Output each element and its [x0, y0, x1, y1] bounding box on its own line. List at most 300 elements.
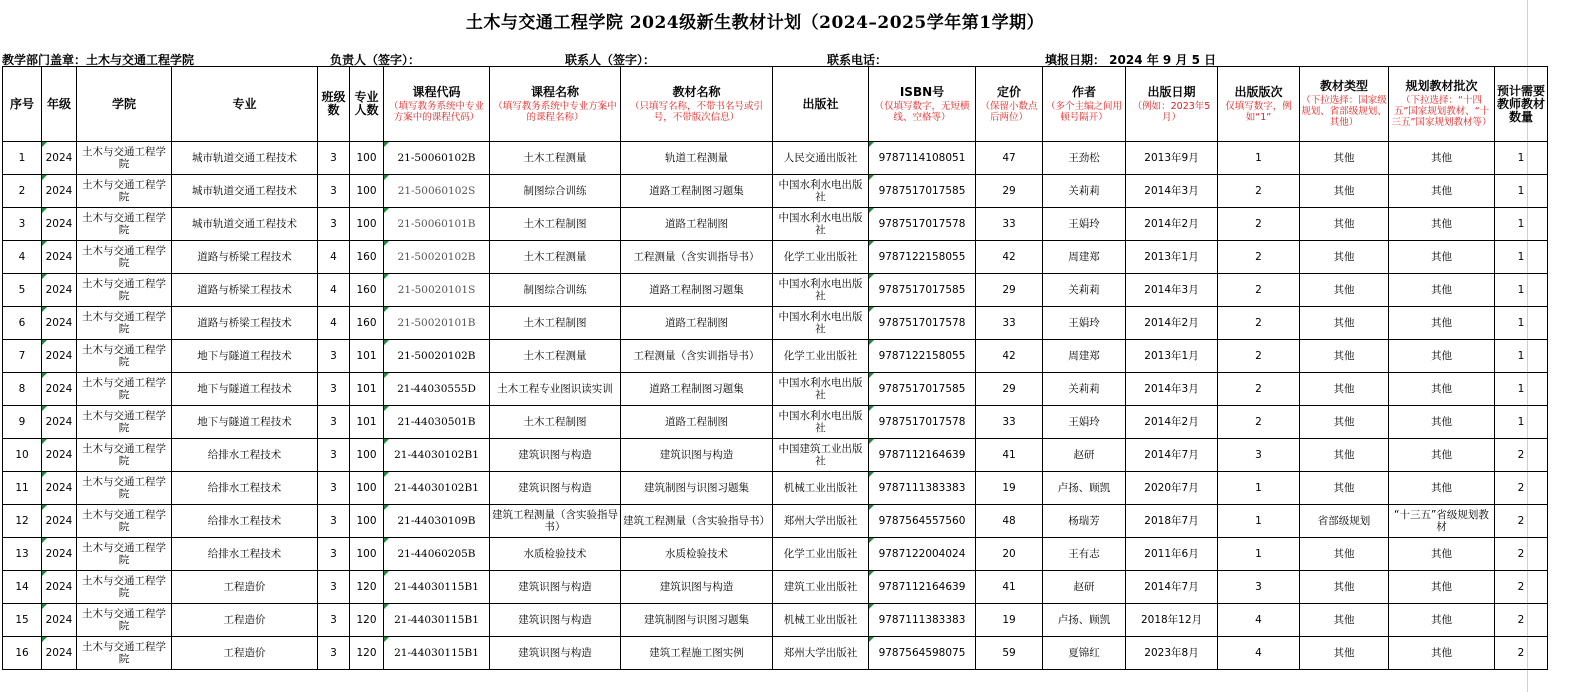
cell-edition[interactable]: 1 — [1218, 142, 1300, 175]
cell-isbn[interactable]: 9787122004024 — [869, 538, 976, 571]
cell-class-count[interactable]: 3 — [318, 472, 350, 505]
cell-edition[interactable]: 2 — [1218, 274, 1300, 307]
table-row — [3, 406, 1548, 439]
cell-college[interactable]: 土木与交通工程学院 — [77, 505, 172, 538]
cell-isbn[interactable]: 9787122158055 — [869, 241, 976, 274]
cell-pub-date[interactable]: 2014年3月 — [1126, 175, 1218, 208]
col-header-textbook-name — [621, 67, 773, 142]
cell-price[interactable]: 48 — [976, 505, 1043, 538]
cell-plan-batch[interactable]: 其他 — [1389, 241, 1495, 274]
cell-course-name[interactable]: 土木工程测量 — [490, 142, 621, 175]
cell-price[interactable]: 29 — [976, 373, 1043, 406]
cell-course-name[interactable]: 土木工程制图 — [490, 208, 621, 241]
cell-isbn[interactable]: 9787111383383 — [869, 472, 976, 505]
col-header-note: （保留小数点后两位） — [980, 100, 1038, 123]
cell-edition[interactable]: 2 — [1218, 340, 1300, 373]
cell-price[interactable]: 41 — [976, 571, 1043, 604]
cell-isbn[interactable]: 9787564598075 — [869, 637, 976, 670]
cell-author[interactable]: 关莉莉 — [1043, 274, 1126, 307]
cell-isbn[interactable]: 9787112164639 — [869, 439, 976, 472]
cell-edition[interactable]: 4 — [1218, 604, 1300, 637]
cell-edition[interactable]: 2 — [1218, 373, 1300, 406]
cell-course-code[interactable]: 21-50060102B — [384, 142, 490, 175]
cell-isbn[interactable]: 9787517017585 — [869, 373, 976, 406]
cell-pub-date[interactable]: 2014年7月 — [1126, 571, 1218, 604]
cell-major[interactable]: 道路与桥梁工程技术 — [172, 307, 318, 340]
cell-plan-batch[interactable]: 其他 — [1389, 406, 1495, 439]
cell-textbook-type[interactable]: 其他 — [1300, 439, 1389, 472]
cell-plan-batch[interactable]: 其他 — [1389, 571, 1495, 604]
cell-class-count[interactable]: 3 — [318, 208, 350, 241]
cell-college[interactable]: 土木与交通工程学院 — [77, 208, 172, 241]
cell-course-code[interactable]: 21-44030555D — [384, 373, 490, 406]
cell-pub-date[interactable]: 2020年7月 — [1126, 472, 1218, 505]
cell-class-count[interactable]: 3 — [318, 604, 350, 637]
cell-course-code[interactable]: 21-44030501B — [384, 406, 490, 439]
cell-course-name[interactable]: 建筑识图与构造 — [490, 472, 621, 505]
cell-teacher-copies[interactable]: 2 — [1495, 538, 1548, 571]
cell-pub-date[interactable]: 2018年7月 — [1126, 505, 1218, 538]
cell-grade[interactable]: 2024 — [42, 406, 77, 439]
cell-price[interactable]: 29 — [976, 175, 1043, 208]
cell-plan-batch[interactable]: 其他 — [1389, 439, 1495, 472]
cell-course-name[interactable]: 土木工程制图 — [490, 406, 621, 439]
cell-price[interactable]: 42 — [976, 241, 1043, 274]
cell-author[interactable]: 赵研 — [1043, 571, 1126, 604]
cell-textbook-name[interactable]: 轨道工程测量 — [621, 142, 773, 175]
cell-index[interactable]: 3 — [3, 208, 42, 241]
cell-isbn[interactable]: 9787517017585 — [869, 175, 976, 208]
cell-plan-batch[interactable]: 其他 — [1389, 604, 1495, 637]
table-row — [3, 241, 1548, 274]
cell-isbn[interactable]: 9787517017578 — [869, 307, 976, 340]
cell-major[interactable]: 道路与桥梁工程技术 — [172, 241, 318, 274]
cell-teacher-copies[interactable]: 2 — [1495, 604, 1548, 637]
cell-publisher[interactable]: 建筑工业出版社 — [773, 571, 869, 604]
cell-textbook-name[interactable]: 道路工程制图 — [621, 307, 773, 340]
cell-course-name[interactable]: 水质检验技术 — [490, 538, 621, 571]
cell-college[interactable]: 土木与交通工程学院 — [77, 571, 172, 604]
cell-publisher[interactable]: 化学工业出版社 — [773, 538, 869, 571]
cell-course-code[interactable]: 21-44030115B1 — [384, 637, 490, 670]
cell-college[interactable]: 土木与交通工程学院 — [77, 175, 172, 208]
cell-price[interactable]: 19 — [976, 472, 1043, 505]
cell-textbook-name[interactable]: 建筑制图与识图习题集 — [621, 472, 773, 505]
cell-textbook-name[interactable]: 建筑制图与识图习题集 — [621, 604, 773, 637]
cell-major[interactable]: 工程造价 — [172, 604, 318, 637]
cell-author[interactable]: 卢扬、顾凯 — [1043, 472, 1126, 505]
sheet-title: 土木与交通工程学院 2024级新生教材计划（2024–2025学年第1学期） — [465, 13, 1045, 33]
cell-textbook-type[interactable]: 其他 — [1300, 571, 1389, 604]
cell-publisher[interactable]: 郑州大学出版社 — [773, 505, 869, 538]
cell-isbn[interactable]: 9787114108051 — [869, 142, 976, 175]
cell-price[interactable]: 33 — [976, 406, 1043, 439]
cell-edition[interactable]: 3 — [1218, 439, 1300, 472]
cell-textbook-type[interactable]: 其他 — [1300, 142, 1389, 175]
cell-index[interactable]: 15 — [3, 604, 42, 637]
cell-author[interactable]: 王劲松 — [1043, 142, 1126, 175]
cell-course-name[interactable]: 建筑识图与构造 — [490, 604, 621, 637]
cell-price[interactable]: 29 — [976, 274, 1043, 307]
cell-grade[interactable]: 2024 — [42, 208, 77, 241]
cell-college[interactable]: 土木与交通工程学院 — [77, 307, 172, 340]
col-header-isbn — [869, 67, 976, 142]
cell-class-count[interactable]: 3 — [318, 439, 350, 472]
cell-student-count[interactable]: 100 — [350, 208, 384, 241]
cell-college[interactable]: 土木与交通工程学院 — [77, 637, 172, 670]
cell-course-name[interactable]: 土木工程制图 — [490, 307, 621, 340]
cell-index[interactable]: 5 — [3, 274, 42, 307]
cell-pub-date[interactable]: 2014年3月 — [1126, 274, 1218, 307]
cell-textbook-type[interactable]: 其他 — [1300, 637, 1389, 670]
cell-student-count[interactable]: 120 — [350, 571, 384, 604]
cell-price[interactable]: 47 — [976, 142, 1043, 175]
cell-edition[interactable]: 2 — [1218, 241, 1300, 274]
cell-publisher[interactable]: 机械工业出版社 — [773, 604, 869, 637]
cell-teacher-copies[interactable]: 2 — [1495, 637, 1548, 670]
cell-teacher-copies[interactable]: 1 — [1495, 142, 1548, 175]
cell-textbook-name[interactable]: 道路工程制图习题集 — [621, 274, 773, 307]
cell-teacher-copies[interactable]: 2 — [1495, 571, 1548, 604]
cell-isbn[interactable]: 9787517017578 — [869, 406, 976, 439]
cell-class-count[interactable]: 4 — [318, 274, 350, 307]
cell-class-count[interactable]: 3 — [318, 142, 350, 175]
cell-major[interactable]: 给排水工程技术 — [172, 472, 318, 505]
cell-student-count[interactable]: 100 — [350, 175, 384, 208]
cell-author[interactable]: 夏锦红 — [1043, 637, 1126, 670]
cell-course-code[interactable]: 21-50060101B — [384, 208, 490, 241]
cell-price[interactable]: 42 — [976, 340, 1043, 373]
cell-course-code[interactable]: 21-44030102B1 — [384, 439, 490, 472]
cell-grade[interactable]: 2024 — [42, 175, 77, 208]
cell-pub-date[interactable]: 2023年8月 — [1126, 637, 1218, 670]
cell-college[interactable]: 土木与交通工程学院 — [77, 274, 172, 307]
cell-textbook-name[interactable]: 工程测量（含实训指导书） — [621, 241, 773, 274]
cell-grade[interactable]: 2024 — [42, 274, 77, 307]
cell-author[interactable]: 赵研 — [1043, 439, 1126, 472]
cell-teacher-copies[interactable]: 1 — [1495, 274, 1548, 307]
cell-student-count[interactable]: 101 — [350, 373, 384, 406]
cell-student-count[interactable]: 100 — [350, 439, 384, 472]
cell-textbook-name[interactable]: 道路工程制图 — [621, 406, 773, 439]
cell-pub-date[interactable]: 2013年1月 — [1126, 340, 1218, 373]
cell-price[interactable]: 41 — [976, 439, 1043, 472]
cell-college[interactable]: 土木与交通工程学院 — [77, 241, 172, 274]
cell-college[interactable]: 土木与交通工程学院 — [77, 142, 172, 175]
cell-publisher[interactable]: 化学工业出版社 — [773, 340, 869, 373]
cell-college[interactable]: 土木与交通工程学院 — [77, 340, 172, 373]
cell-teacher-copies[interactable]: 1 — [1495, 307, 1548, 340]
textbook-plan-table — [2, 66, 1548, 670]
cell-author[interactable]: 王有志 — [1043, 538, 1126, 571]
cell-author[interactable]: 周建郑 — [1043, 340, 1126, 373]
cell-textbook-type[interactable]: 其他 — [1300, 241, 1389, 274]
cell-edition[interactable]: 4 — [1218, 637, 1300, 670]
cell-author[interactable]: 关莉莉 — [1043, 373, 1126, 406]
cell-textbook-type[interactable]: 其他 — [1300, 340, 1389, 373]
cell-major[interactable]: 城市轨道交通工程技术 — [172, 208, 318, 241]
cell-textbook-type[interactable]: 其他 — [1300, 472, 1389, 505]
cell-grade[interactable]: 2024 — [42, 637, 77, 670]
cell-textbook-name[interactable]: 道路工程制图 — [621, 208, 773, 241]
cell-textbook-name[interactable]: 建筑识图与构造 — [621, 439, 773, 472]
cell-isbn[interactable]: 9787517017578 — [869, 208, 976, 241]
cell-publisher[interactable]: 中国水利水电出版社 — [773, 373, 869, 406]
cell-major[interactable]: 地下与隧道工程技术 — [172, 373, 318, 406]
cell-edition[interactable]: 2 — [1218, 406, 1300, 439]
cell-teacher-copies[interactable]: 1 — [1495, 340, 1548, 373]
cell-pub-date[interactable]: 2014年2月 — [1126, 208, 1218, 241]
cell-teacher-copies[interactable]: 2 — [1495, 472, 1548, 505]
cell-plan-batch[interactable]: 其他 — [1389, 637, 1495, 670]
cell-author[interactable]: 关莉莉 — [1043, 175, 1126, 208]
cell-edition[interactable]: 2 — [1218, 175, 1300, 208]
cell-textbook-type[interactable]: 省部级规划 — [1300, 505, 1389, 538]
cell-index[interactable]: 11 — [3, 472, 42, 505]
cell-teacher-copies[interactable]: 2 — [1495, 505, 1548, 538]
cell-textbook-name[interactable]: 建筑识图与构造 — [621, 571, 773, 604]
cell-author[interactable]: 周建郑 — [1043, 241, 1126, 274]
cell-pub-date[interactable]: 2014年2月 — [1126, 307, 1218, 340]
cell-plan-batch[interactable]: 其他 — [1389, 307, 1495, 340]
cell-course-code[interactable]: 21-44030109B — [384, 505, 490, 538]
cell-course-code[interactable]: 21-50020102B — [384, 340, 490, 373]
cell-major[interactable]: 工程造价 — [172, 637, 318, 670]
cell-college[interactable]: 土木与交通工程学院 — [77, 538, 172, 571]
cell-class-count[interactable]: 4 — [318, 241, 350, 274]
cell-student-count[interactable]: 100 — [350, 472, 384, 505]
cell-publisher[interactable]: 中国水利水电出版社 — [773, 406, 869, 439]
table-row — [3, 505, 1548, 538]
cell-class-count[interactable]: 3 — [318, 571, 350, 604]
col-header-title: 专业人数 — [354, 90, 379, 117]
cell-edition[interactable]: 1 — [1218, 538, 1300, 571]
cell-major[interactable]: 给排水工程技术 — [172, 439, 318, 472]
cell-index[interactable]: 6 — [3, 307, 42, 340]
cell-student-count[interactable]: 120 — [350, 604, 384, 637]
col-header-college — [77, 67, 172, 142]
cell-index[interactable]: 4 — [3, 241, 42, 274]
cell-teacher-copies[interactable]: 1 — [1495, 175, 1548, 208]
cell-index[interactable]: 10 — [3, 439, 42, 472]
cell-student-count[interactable]: 160 — [350, 274, 384, 307]
cell-pub-date[interactable]: 2014年2月 — [1126, 406, 1218, 439]
col-header-note: （多个主编之间用顿号隔开） — [1045, 100, 1122, 123]
cell-teacher-copies[interactable]: 1 — [1495, 406, 1548, 439]
cell-teacher-copies[interactable]: 1 — [1495, 373, 1548, 406]
cell-student-count[interactable]: 100 — [350, 142, 384, 175]
cell-textbook-name[interactable]: 建筑工程施工图实例 — [621, 637, 773, 670]
cell-index[interactable]: 9 — [3, 406, 42, 439]
cell-publisher[interactable]: 郑州大学出版社 — [773, 637, 869, 670]
cell-index[interactable]: 1 — [3, 142, 42, 175]
cell-class-count[interactable]: 3 — [318, 637, 350, 670]
cell-plan-batch[interactable]: 其他 — [1389, 538, 1495, 571]
cell-index[interactable]: 8 — [3, 373, 42, 406]
cell-edition[interactable]: 2 — [1218, 208, 1300, 241]
cell-student-count[interactable]: 160 — [350, 241, 384, 274]
cell-textbook-type[interactable]: 其他 — [1300, 175, 1389, 208]
cell-student-count[interactable]: 120 — [350, 637, 384, 670]
cell-student-count[interactable]: 100 — [350, 538, 384, 571]
cell-plan-batch[interactable]: 其他 — [1389, 472, 1495, 505]
cell-student-count[interactable]: 101 — [350, 406, 384, 439]
cell-price[interactable]: 20 — [976, 538, 1043, 571]
cell-isbn[interactable]: 9787111383383 — [869, 604, 976, 637]
cell-grade[interactable]: 2024 — [42, 472, 77, 505]
cell-teacher-copies[interactable]: 1 — [1495, 208, 1548, 241]
cell-plan-batch[interactable]: “十三五”省级规划教材 — [1389, 505, 1495, 538]
cell-textbook-type[interactable]: 其他 — [1300, 307, 1389, 340]
cell-grade[interactable]: 2024 — [42, 340, 77, 373]
cell-pub-date[interactable]: 2018年12月 — [1126, 604, 1218, 637]
cell-grade[interactable]: 2024 — [42, 241, 77, 274]
cell-publisher[interactable]: 中国水利水电出版社 — [773, 208, 869, 241]
cell-course-name[interactable]: 建筑工程测量（含实验指导书） — [490, 505, 621, 538]
cell-publisher[interactable]: 人民交通出版社 — [773, 142, 869, 175]
cell-publisher[interactable]: 中国水利水电出版社 — [773, 274, 869, 307]
cell-class-count[interactable]: 3 — [318, 505, 350, 538]
cell-author[interactable]: 卢扬、顾凯 — [1043, 604, 1126, 637]
cell-textbook-type[interactable]: 其他 — [1300, 538, 1389, 571]
cell-publisher[interactable]: 中国水利水电出版社 — [773, 307, 869, 340]
cell-college[interactable]: 土木与交通工程学院 — [77, 439, 172, 472]
cell-college[interactable]: 土木与交通工程学院 — [77, 604, 172, 637]
cell-textbook-name[interactable]: 建筑工程测量（含实验指导书） — [621, 505, 773, 538]
cell-textbook-type[interactable]: 其他 — [1300, 604, 1389, 637]
cell-class-count[interactable]: 3 — [318, 175, 350, 208]
cell-price[interactable]: 19 — [976, 604, 1043, 637]
cell-course-code[interactable]: 21-50060102S — [384, 175, 490, 208]
cell-index[interactable]: 2 — [3, 175, 42, 208]
cell-pub-date[interactable]: 2013年9月 — [1126, 142, 1218, 175]
cell-price[interactable]: 33 — [976, 208, 1043, 241]
cell-textbook-name[interactable]: 水质检验技术 — [621, 538, 773, 571]
cell-isbn[interactable]: 9787517017585 — [869, 274, 976, 307]
cell-edition[interactable]: 1 — [1218, 505, 1300, 538]
cell-pub-date[interactable]: 2014年7月 — [1126, 439, 1218, 472]
cell-index[interactable]: 13 — [3, 538, 42, 571]
cell-college[interactable]: 土木与交通工程学院 — [77, 406, 172, 439]
cell-course-code[interactable]: 21-44060205B — [384, 538, 490, 571]
cell-college[interactable]: 土木与交通工程学院 — [77, 373, 172, 406]
cell-major[interactable]: 给排水工程技术 — [172, 538, 318, 571]
cell-major[interactable]: 地下与隧道工程技术 — [172, 406, 318, 439]
cell-college[interactable]: 土木与交通工程学院 — [77, 472, 172, 505]
cell-course-name[interactable]: 建筑识图与构造 — [490, 439, 621, 472]
cell-author[interactable]: 王娟玲 — [1043, 208, 1126, 241]
cell-textbook-name[interactable]: 道路工程制图习题集 — [621, 373, 773, 406]
cell-plan-batch[interactable]: 其他 — [1389, 373, 1495, 406]
cell-teacher-copies[interactable]: 1 — [1495, 241, 1548, 274]
cell-edition[interactable]: 2 — [1218, 307, 1300, 340]
cell-isbn[interactable]: 9787122158055 — [869, 340, 976, 373]
cell-grade[interactable]: 2024 — [42, 307, 77, 340]
cell-textbook-type[interactable]: 其他 — [1300, 208, 1389, 241]
cell-price[interactable]: 33 — [976, 307, 1043, 340]
cell-plan-batch[interactable]: 其他 — [1389, 340, 1495, 373]
cell-author[interactable]: 王娟玲 — [1043, 307, 1126, 340]
cell-course-name[interactable]: 土木工程专业图识读实训 — [490, 373, 621, 406]
cell-student-count[interactable]: 101 — [350, 340, 384, 373]
cell-publisher[interactable]: 中国水利水电出版社 — [773, 175, 869, 208]
cell-publisher[interactable]: 中国建筑工业出版社 — [773, 439, 869, 472]
cell-textbook-type[interactable]: 其他 — [1300, 373, 1389, 406]
cell-index[interactable]: 12 — [3, 505, 42, 538]
cell-grade[interactable]: 2024 — [42, 439, 77, 472]
cell-course-name[interactable]: 建筑识图与构造 — [490, 637, 621, 670]
cell-course-code[interactable]: 21-44030115B1 — [384, 604, 490, 637]
cell-class-count[interactable]: 4 — [318, 307, 350, 340]
cell-grade[interactable]: 2024 — [42, 142, 77, 175]
cell-grade[interactable]: 2024 — [42, 571, 77, 604]
cell-class-count[interactable]: 3 — [318, 406, 350, 439]
cell-class-count[interactable]: 3 — [318, 538, 350, 571]
cell-publisher[interactable]: 化学工业出版社 — [773, 241, 869, 274]
cell-index[interactable]: 16 — [3, 637, 42, 670]
cell-course-name[interactable]: 制图综合训练 — [490, 175, 621, 208]
cell-edition[interactable]: 3 — [1218, 571, 1300, 604]
cell-plan-batch[interactable]: 其他 — [1389, 274, 1495, 307]
cell-major[interactable]: 城市轨道交通工程技术 — [172, 142, 318, 175]
cell-grade[interactable]: 2024 — [42, 604, 77, 637]
cell-course-name[interactable]: 土木工程测量 — [490, 241, 621, 274]
cell-major[interactable]: 给排水工程技术 — [172, 505, 318, 538]
cell-student-count[interactable]: 160 — [350, 307, 384, 340]
cell-teacher-copies[interactable]: 2 — [1495, 439, 1548, 472]
cell-major[interactable]: 工程造价 — [172, 571, 318, 604]
cell-course-code[interactable]: 21-50020101B — [384, 307, 490, 340]
cell-index[interactable]: 14 — [3, 571, 42, 604]
cell-publisher[interactable]: 机械工业出版社 — [773, 472, 869, 505]
cell-major[interactable]: 道路与桥梁工程技术 — [172, 274, 318, 307]
cell-course-name[interactable]: 制图综合训练 — [490, 274, 621, 307]
cell-course-code[interactable]: 21-44030115B1 — [384, 571, 490, 604]
cell-isbn[interactable]: 9787112164639 — [869, 571, 976, 604]
cell-course-code[interactable]: 21-50020101S — [384, 274, 490, 307]
cell-author[interactable]: 杨瑞芳 — [1043, 505, 1126, 538]
cell-class-count[interactable]: 3 — [318, 340, 350, 373]
cell-plan-batch[interactable]: 其他 — [1389, 142, 1495, 175]
cell-major[interactable]: 城市轨道交通工程技术 — [172, 175, 318, 208]
cell-student-count[interactable]: 100 — [350, 505, 384, 538]
cell-price[interactable]: 59 — [976, 637, 1043, 670]
cell-grade[interactable]: 2024 — [42, 373, 77, 406]
cell-textbook-type[interactable]: 其他 — [1300, 406, 1389, 439]
cell-isbn[interactable]: 9787564557560 — [869, 505, 976, 538]
cell-course-code[interactable]: 21-50020102B — [384, 241, 490, 274]
cell-index[interactable]: 7 — [3, 340, 42, 373]
cell-plan-batch[interactable]: 其他 — [1389, 175, 1495, 208]
cell-pub-date[interactable]: 2011年6月 — [1126, 538, 1218, 571]
cell-grade[interactable]: 2024 — [42, 538, 77, 571]
cell-major[interactable]: 地下与隧道工程技术 — [172, 340, 318, 373]
cell-course-code[interactable]: 21-44030102B1 — [384, 472, 490, 505]
cell-textbook-name[interactable]: 道路工程制图习题集 — [621, 175, 773, 208]
cell-plan-batch[interactable]: 其他 — [1389, 208, 1495, 241]
cell-class-count[interactable]: 3 — [318, 373, 350, 406]
cell-author[interactable]: 王娟玲 — [1043, 406, 1126, 439]
cell-edition[interactable]: 1 — [1218, 472, 1300, 505]
cell-grade[interactable]: 2024 — [42, 505, 77, 538]
col-header-title: 班级数 — [321, 90, 346, 117]
cell-pub-date[interactable]: 2013年1月 — [1126, 241, 1218, 274]
cell-textbook-type[interactable]: 其他 — [1300, 274, 1389, 307]
cell-course-name[interactable]: 土木工程测量 — [490, 340, 621, 373]
cell-course-name[interactable]: 建筑识图与构造 — [490, 571, 621, 604]
cell-textbook-name[interactable]: 工程测量（含实训指导书） — [621, 340, 773, 373]
cell-pub-date[interactable]: 2014年3月 — [1126, 373, 1218, 406]
